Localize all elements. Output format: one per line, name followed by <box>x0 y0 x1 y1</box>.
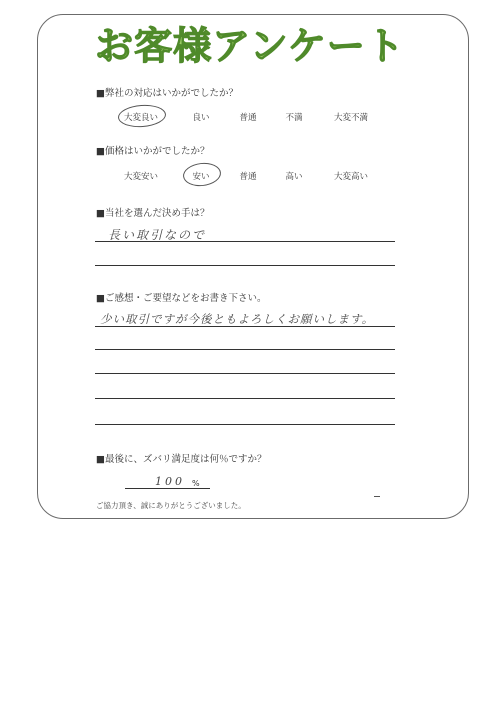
q1-option-5[interactable]: 大変不満 <box>333 113 369 123</box>
q1-option-4[interactable]: 不満 <box>285 113 303 123</box>
q1-option-3[interactable]: 普通 <box>239 113 257 123</box>
question-4-label: ■ご感想・ご要望などをお書き下さい。 <box>96 293 267 304</box>
q2-option-3[interactable]: 普通 <box>239 172 257 182</box>
q2-option-4[interactable]: 高い <box>285 172 303 182</box>
q4-answer-line-3 <box>95 373 395 374</box>
survey-title: お客様アンケート <box>95 24 405 68</box>
decorative-dash <box>374 496 380 497</box>
q4-answer-line-1 <box>95 326 395 327</box>
q4-answer-line-4 <box>95 398 395 399</box>
q2-option-5[interactable]: 大変高い <box>333 172 369 182</box>
q5-answer-line <box>125 488 210 489</box>
q5-percent-unit: % <box>192 479 200 488</box>
q5-handwritten-answer: 100 <box>155 475 185 488</box>
q1-option-1[interactable]: 大変良い <box>123 113 159 123</box>
q2-option-1[interactable]: 大変安い <box>123 172 159 182</box>
q3-handwritten-answer: 長い取引なので <box>108 228 207 242</box>
q1-option-2[interactable]: 良い <box>192 113 210 123</box>
q4-answer-line-5 <box>95 424 395 425</box>
q3-answer-line-2 <box>95 265 395 266</box>
q4-answer-line-2 <box>95 349 395 350</box>
question-3-label: ■当社を選んだ決め手は？ <box>96 208 210 219</box>
q4-handwritten-answer: 少い取引ですが今後ともよろしくお願いします。 <box>100 312 375 326</box>
q2-option-2[interactable]: 安い <box>192 172 210 182</box>
q3-answer-line-1 <box>95 241 395 242</box>
question-5-label: ■最後に、ズバリ満足度は何％ですか？ <box>96 454 267 465</box>
question-1-label: ■弊社の対応はいかがでしたか？ <box>96 88 238 99</box>
thank-you-footer: ご協力頂き、誠にありがとうございました。 <box>96 501 246 510</box>
question-2-label: ■価格はいかがでしたか？ <box>96 146 210 157</box>
